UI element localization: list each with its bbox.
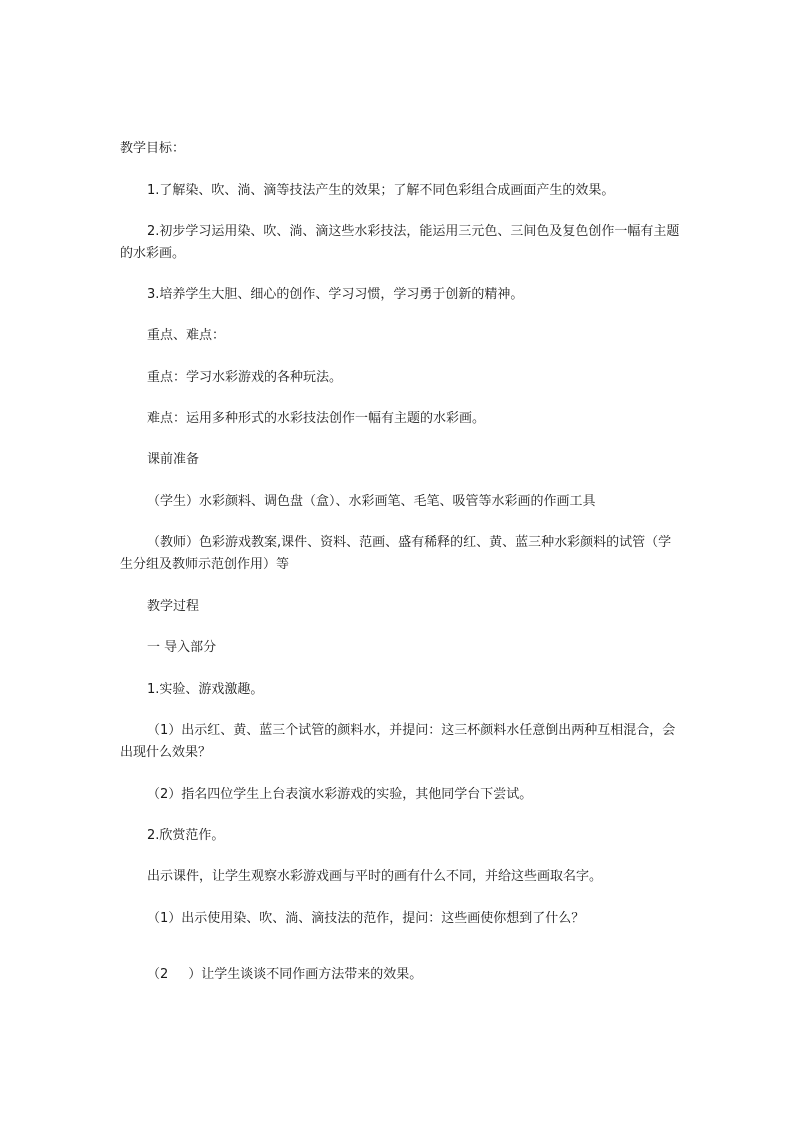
step-2-2-open: （2: [147, 967, 169, 982]
step-1-2: （2）指名四位学生上台表演水彩游戏的实验，其他同学台下尝试。: [147, 787, 533, 802]
section-intro: 一 导入部分: [147, 640, 217, 655]
step-2-intro: 出示课件，让学生观察水彩游戏画与平时的画有什么不同，并给这些画取名字。: [147, 869, 603, 884]
step-1: 1.实验、游戏激趣。: [147, 682, 264, 697]
objective-3: 3.培养学生大胆、细心的创作、学习习惯，学习勇于创新的精神。: [147, 287, 524, 302]
objective-1: 1.了解染、吹、淌、滴等技法产生的效果；了解不同色彩组合成画面产生的效果。: [147, 183, 615, 198]
step-2: 2.欣赏范作。: [147, 828, 225, 843]
objective-2: 2.初步学习运用染、吹、淌、滴这些水彩技法，能运用三元色、三间色及复色创作一幅有主题的水彩画。: [120, 224, 680, 261]
prep-teacher: （教师）色彩游戏教案,课件、资料、范画、盛有稀释的红、黄、蓝三种水彩颜料的试管（学生分组及教师示范创作用）等: [120, 535, 672, 572]
heading-objectives: 教学目标：: [120, 141, 186, 156]
step-2-2: [120, 964, 680, 986]
heading-key-difficult: 重点、难点：: [147, 328, 226, 343]
difficult-point: 难点：运用多种形式的水彩技法创作一幅有主题的水彩画。: [147, 411, 486, 426]
step-2-1: （1）出示使用染、吹、淌、滴技法的范作，提问：这些画使你想到了什么？: [147, 911, 585, 926]
heading-process: 教学过程: [147, 599, 200, 614]
step-2-2-rest: ）让学生谈谈不同作画方法带来的效果。: [188, 967, 423, 982]
heading-preparation: 课前准备: [147, 452, 200, 467]
key-point: 重点：学习水彩游戏的各种玩法。: [147, 370, 343, 385]
step-1-1: （1）出示红、黄、蓝三个试管的颜料水，并提问：这三杯颜料水任意倒出两种互相混合，会出现什么效果？: [120, 723, 676, 760]
prep-student: （学生）水彩颜料、调色盘（盒）、水彩画笔、毛笔、吸管等水彩画的作画工具: [147, 494, 596, 509]
